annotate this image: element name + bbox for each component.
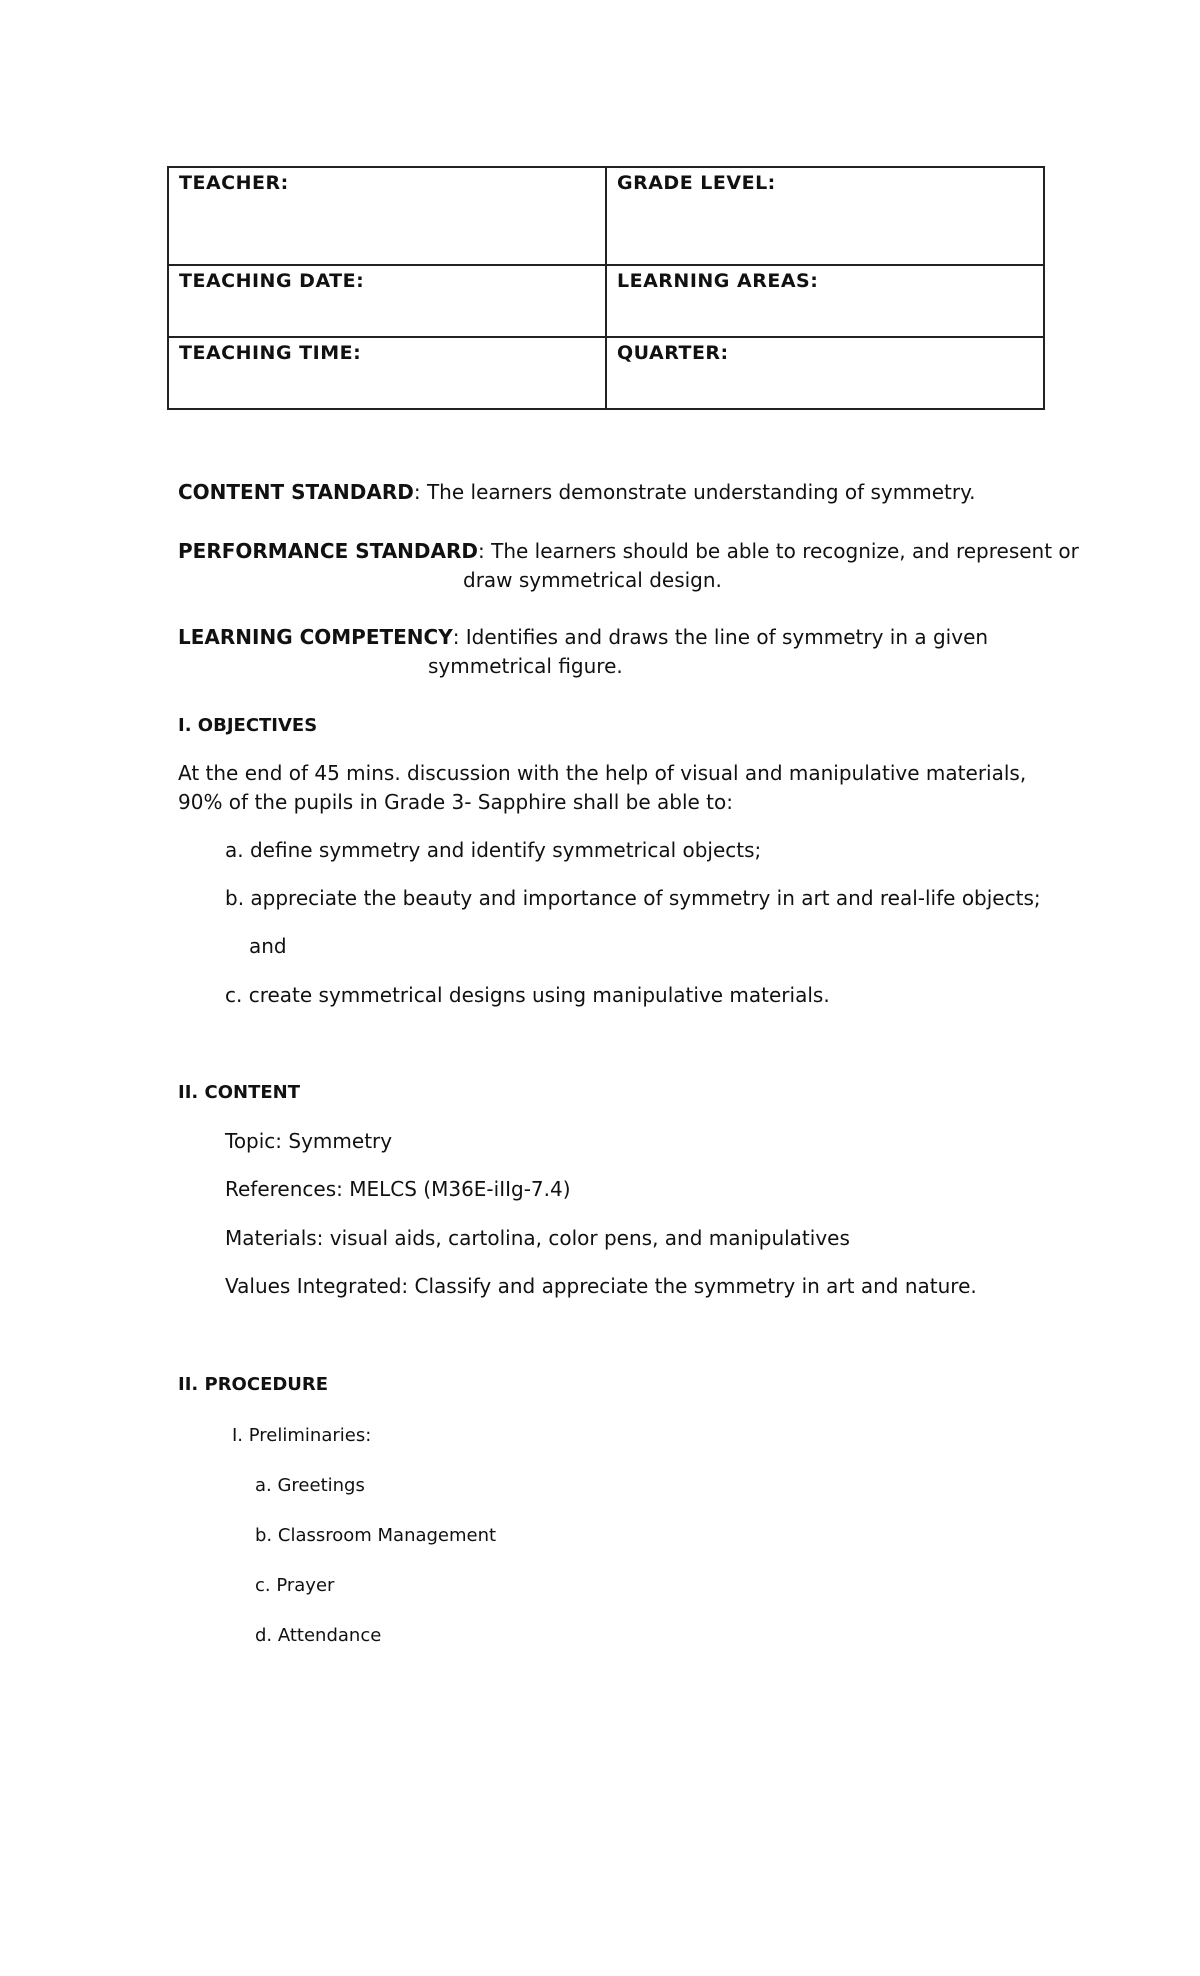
learning-areas-cell: LEARNING AREAS: xyxy=(606,265,1044,337)
procedure-preliminaries: I. Preliminaries: xyxy=(232,1425,372,1446)
objective-item-b: b. appreciate the beauty and importance of symmetry in art and real-life objects; xyxy=(225,886,1041,910)
grade-level-cell: GRADE LEVEL: xyxy=(606,167,1044,265)
procedure-item-c: c. Prayer xyxy=(255,1575,335,1596)
lesson-info-table xyxy=(167,166,1045,410)
objectives-intro-line-2: 90% of the pupils in Grade 3- Sapphire shall be able to: xyxy=(178,790,733,814)
learning-competency-text: : Identifies and draws the line of symmetry in a given xyxy=(452,625,989,649)
performance-standard-label: PERFORMANCE STANDARD xyxy=(178,539,478,563)
content-standard-label: CONTENT STANDARD xyxy=(178,480,414,504)
procedure-heading: II. PROCEDURE xyxy=(178,1374,329,1395)
objectives-heading: I. OBJECTIVES xyxy=(178,715,318,736)
procedure-item-b: b. Classroom Management xyxy=(255,1525,497,1546)
learning-competency-label: LEARNING COMPETENCY xyxy=(178,625,453,649)
objectives-intro-line-1: At the end of 45 mins. discussion with the help of visual and manipulative materials, xyxy=(178,761,1027,785)
performance-standard xyxy=(178,537,1079,566)
table-row xyxy=(168,167,1044,265)
procedure-item-d: d. Attendance xyxy=(255,1625,382,1646)
content-topic: Topic: Symmetry xyxy=(225,1129,393,1153)
content-materials: Materials: visual aids, cartolina, color pens, and manipulatives xyxy=(225,1226,850,1250)
learning-competency-cont: symmetrical figure. xyxy=(428,654,623,678)
objective-item-b-cont: and xyxy=(249,934,287,958)
content-references: References: MELCS (M36E-iIIg-7.4) xyxy=(225,1177,571,1201)
teaching-date-cell: TEACHING DATE: xyxy=(168,265,606,337)
content-heading: II. CONTENT xyxy=(178,1082,300,1103)
performance-standard-text: : The learners should be able to recognize, and represent or xyxy=(478,539,1079,563)
performance-standard-cont: draw symmetrical design. xyxy=(463,568,722,592)
quarter-cell: QUARTER: xyxy=(606,337,1044,409)
learning-competency xyxy=(178,623,988,652)
content-values: Values Integrated: Classify and appreciate the symmetry in art and nature. xyxy=(225,1274,977,1298)
table-row xyxy=(168,337,1044,409)
table-row xyxy=(168,265,1044,337)
objective-item-a: a. define symmetry and identify symmetrical objects; xyxy=(225,838,762,862)
teacher-cell: TEACHER: xyxy=(168,167,606,265)
content-standard xyxy=(178,478,975,507)
content-standard-text: : The learners demonstrate understanding of symmetry. xyxy=(413,480,976,504)
procedure-item-a: a. Greetings xyxy=(255,1475,365,1496)
teaching-time-cell: TEACHING TIME: xyxy=(168,337,606,409)
objective-item-c: c. create symmetrical designs using manipulative materials. xyxy=(225,983,830,1007)
